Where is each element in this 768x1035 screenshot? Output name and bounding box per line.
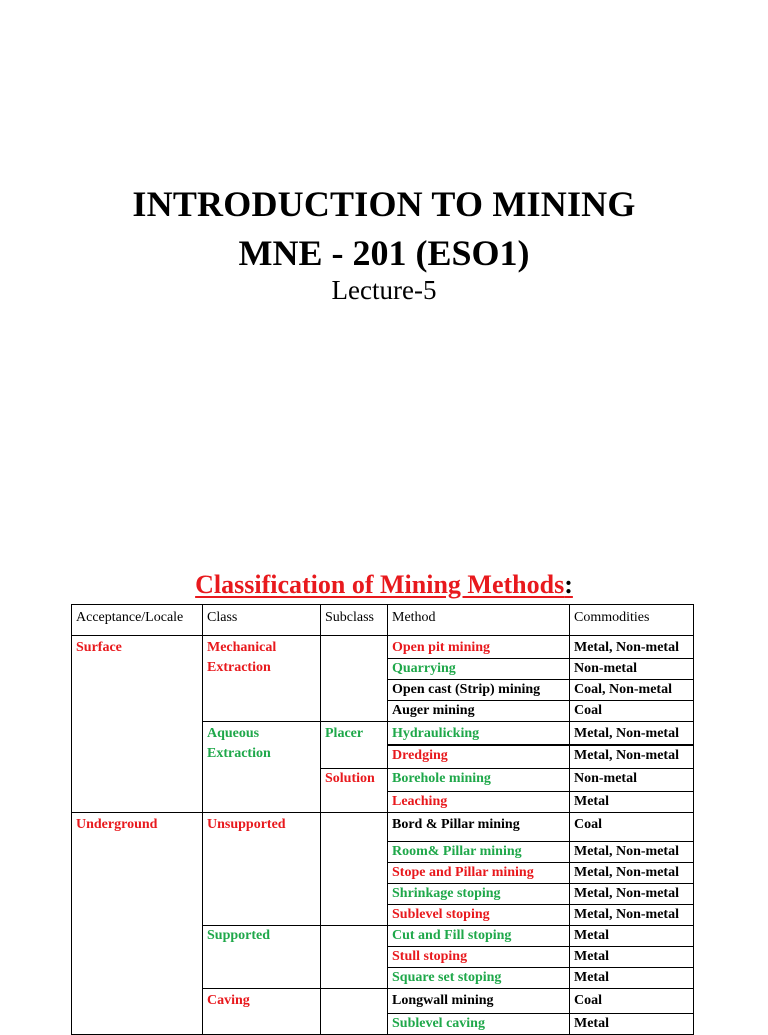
method-cell: Cut and Fill stoping: [388, 926, 570, 947]
method-cell: Quarrying: [388, 659, 570, 680]
commodity-cell: Metal, Non-metal: [570, 745, 694, 769]
commodity-cell: Metal: [570, 926, 694, 947]
subclass-cell: [321, 636, 388, 722]
commodity-cell: Non-metal: [570, 769, 694, 792]
commodity-cell: Metal, Non-metal: [570, 722, 694, 746]
method-cell: Bord & Pillar mining: [388, 813, 570, 842]
locale-cell: Underground: [72, 813, 203, 1035]
section-heading-text: Classification of Mining Methods: [195, 570, 565, 599]
header-cell: Method: [388, 605, 570, 636]
subclass-cell: [321, 989, 388, 1035]
mining-methods-table: [71, 604, 694, 1035]
document-title: INTRODUCTION TO MINING: [132, 184, 636, 224]
method-cell: Dredging: [388, 745, 570, 769]
subclass-cell: [321, 813, 388, 926]
method-cell: Stull stoping: [388, 947, 570, 968]
method-cell: Sublevel caving: [388, 1014, 570, 1035]
method-cell: Open cast (Strip) mining: [388, 680, 570, 701]
commodity-cell: Metal: [570, 968, 694, 989]
class-cell: Supported: [203, 926, 321, 989]
method-cell: Hydraulicking: [388, 722, 570, 746]
method-cell: Longwall mining: [388, 989, 570, 1014]
section-heading: [0, 570, 768, 600]
method-cell: Stope and Pillar mining: [388, 863, 570, 884]
commodity-cell: Metal: [570, 1014, 694, 1035]
subclass-cell: [321, 926, 388, 989]
table-row: [72, 636, 694, 659]
method-cell: Leaching: [388, 792, 570, 813]
commodity-cell: Metal, Non-metal: [570, 863, 694, 884]
table-header-row: [72, 605, 694, 636]
method-cell: Room& Pillar mining: [388, 842, 570, 863]
course-code: MNE - 201 (ESO1): [238, 233, 530, 273]
method-cell: Square set stoping: [388, 968, 570, 989]
method-cell: Sublevel stoping: [388, 905, 570, 926]
lecture-number: Lecture-5: [331, 275, 437, 305]
commodity-cell: Coal, Non-metal: [570, 680, 694, 701]
header-cell: Acceptance/Locale: [72, 605, 203, 636]
method-cell: Shrinkage stoping: [388, 884, 570, 905]
header-cell: Class: [203, 605, 321, 636]
class-cell: Aqueous Extraction: [203, 722, 321, 813]
commodity-cell: Coal: [570, 989, 694, 1014]
commodity-cell: Metal: [570, 792, 694, 813]
method-cell: Auger mining: [388, 701, 570, 722]
commodity-cell: Metal, Non-metal: [570, 636, 694, 659]
commodity-cell: Coal: [570, 701, 694, 722]
commodity-cell: Metal, Non-metal: [570, 842, 694, 863]
commodity-cell: Metal, Non-metal: [570, 905, 694, 926]
table-row: [72, 813, 694, 842]
class-cell: Mechanical Extraction: [203, 636, 321, 722]
method-cell: Borehole mining: [388, 769, 570, 792]
subclass-cell: Placer: [321, 722, 388, 769]
header-cell: Commodities: [570, 605, 694, 636]
locale-cell: Surface: [72, 636, 203, 813]
header-cell: Subclass: [321, 605, 388, 636]
subclass-cell: Solution: [321, 769, 388, 813]
method-cell: Open pit mining: [388, 636, 570, 659]
commodity-cell: Non-metal: [570, 659, 694, 680]
commodity-cell: Coal: [570, 813, 694, 842]
section-heading-colon: :: [564, 570, 573, 599]
commodity-cell: Metal: [570, 947, 694, 968]
class-cell: Unsupported: [203, 813, 321, 926]
commodity-cell: Metal, Non-metal: [570, 884, 694, 905]
class-cell: Caving: [203, 989, 321, 1035]
